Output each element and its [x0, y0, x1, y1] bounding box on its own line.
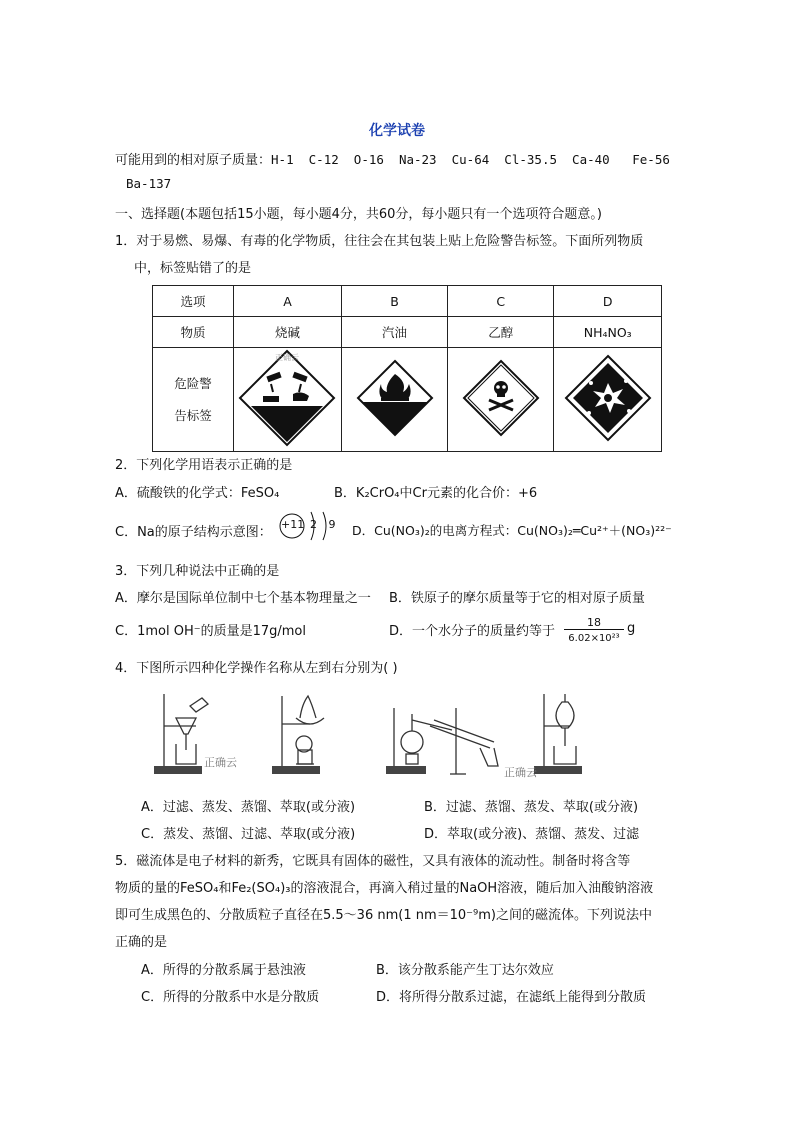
question-2-option-a: A．硫酸铁的化学式：FeSO₄ — [115, 486, 280, 501]
table-cell: NH₄NO₃ — [554, 317, 662, 348]
table-cell — [234, 348, 342, 452]
question-4-option-a: A．过滤、蒸发、蒸馏、萃取(或分液) — [141, 800, 356, 815]
question-5-stem-2: 物质的量的FeSO₄和Fe₂(SO₄)₃的溶液混合，再滴入稍过量的NaOH溶液，随后加入油酸钠溶液 — [115, 881, 654, 896]
table-cell: 物质 — [153, 317, 234, 348]
question-4-option-d: D．萃取(或分液)、蒸馏、蒸发、过滤 — [424, 827, 640, 842]
question-4-option-b: B．过滤、蒸馏、蒸发、萃取(或分液) — [424, 800, 639, 815]
watermark-text: 正确云 — [204, 756, 237, 769]
nucleus-charge: +11 — [281, 518, 305, 531]
table-header-cell: B — [341, 286, 447, 317]
hazard-label-table — [152, 285, 662, 452]
question-2-stem: 2．下列化学用语表示正确的是 — [115, 458, 293, 473]
hazard-label-text-2: 告标签 — [174, 407, 212, 423]
question-5-option-a: A．所得的分散系属于悬浊液 — [141, 963, 306, 978]
question-5-stem: 5．磁流体是电子材料的新秀，它既具有固体的磁性，又具有液体的流动性。制备时将含等 — [115, 854, 631, 869]
mass-unit: g — [627, 621, 636, 636]
question-1-stem: 1．对于易燃、易爆、有毒的化学物质，往往会在其包装上贴上危险警告标签。下面所列物质 — [115, 234, 644, 249]
page-title: 化学试卷 — [369, 123, 425, 139]
table-cell: 乙醇 — [448, 317, 554, 348]
table-header-cell: 选项 — [153, 286, 234, 317]
question-3-option-a: A．摩尔是国际单位制中七个基本物理量之一 — [115, 591, 371, 606]
atomic-mass-line — [115, 149, 670, 168]
atomic-mass-values-2: Ba-137 — [126, 176, 172, 191]
question-2-option-b: B．K₂CrO₄中Cr元素的化合价：+6 — [334, 486, 538, 501]
question-3-option-c: C．1mol OH⁻的质量是17g/mol — [115, 624, 306, 639]
question-4-option-c: C．蒸发、蒸馏、过滤、萃取(或分液) — [141, 827, 356, 842]
question-2-option-c: C．Na的原子结构示意图： — [115, 525, 272, 540]
table-cell: 烧碱 — [234, 317, 342, 348]
electron-shells: 2 9 — [310, 518, 340, 531]
question-5-option-c: C．所得的分散系中水是分散质 — [141, 990, 320, 1005]
flammable-icon — [355, 358, 435, 438]
question-3-option-b: B．铁原子的摩尔质量等于它的相对原子质量 — [389, 591, 645, 606]
question-1-stem-2: 中，标签贴错了的是 — [134, 261, 252, 276]
sodium-atom-diagram — [278, 506, 338, 546]
question-3-option-d: D．一个水分子的质量约等于 — [389, 624, 556, 639]
table-header-cell: A — [234, 286, 342, 317]
toxic-skull-icon — [461, 358, 541, 438]
question-5-option-b: B．该分散系能产生丁达尔效应 — [376, 963, 554, 978]
table-header-cell: D — [554, 286, 662, 317]
lab-operations-figure — [150, 688, 590, 780]
section-heading: 一、选择题(本题包括15小题，每小题4分，共60分，每小题只有一个选项符合题意。) — [115, 207, 602, 222]
question-4-stem: 4．下图所示四种化学操作名称从左到右分别为( ) — [115, 661, 398, 676]
hazard-label-text-1: 危险警 — [174, 375, 212, 391]
table-cell — [448, 348, 554, 452]
table-cell: 汽油 — [341, 317, 447, 348]
atomic-mass-label: 可能用到的相对原子质量： — [115, 153, 272, 168]
fraction-denominator: 6.02×10²³ — [568, 633, 620, 644]
question-2-option-d: D．Cu(NO₃)₂的电离方程式：Cu(NO₃)₂═Cu²⁺＋(NO₃)²²⁻ — [352, 523, 672, 538]
question-5-option-d: D．将所得分散系过滤，在滤纸上能得到分散质 — [376, 990, 647, 1005]
fraction-numerator: 18 — [564, 616, 624, 630]
atomic-mass-values: H-1 C-12 O-16 Na-23 Cu-64 Cl-35.5 Ca-40 Fe-56 — [271, 152, 670, 167]
explosive-icon — [563, 353, 653, 443]
question-5-stem-3: 即可生成黑色的、分散质粒子直径在5.5～36 nm(1 nm＝10⁻⁹m)之间的磁流体。下列说法中 — [115, 908, 652, 923]
question-5-stem-4: 正确的是 — [115, 935, 168, 950]
watermark-text: 正确云 — [504, 766, 537, 779]
table-cell — [341, 348, 447, 452]
corrosive-icon — [237, 348, 337, 448]
question-3-stem: 3．下列几种说法中正确的是 — [115, 564, 280, 579]
watermark-text: 正确云 — [275, 353, 300, 362]
table-cell — [554, 348, 662, 452]
table-cell-hazard-label — [153, 348, 234, 452]
table-header-cell: C — [448, 286, 554, 317]
